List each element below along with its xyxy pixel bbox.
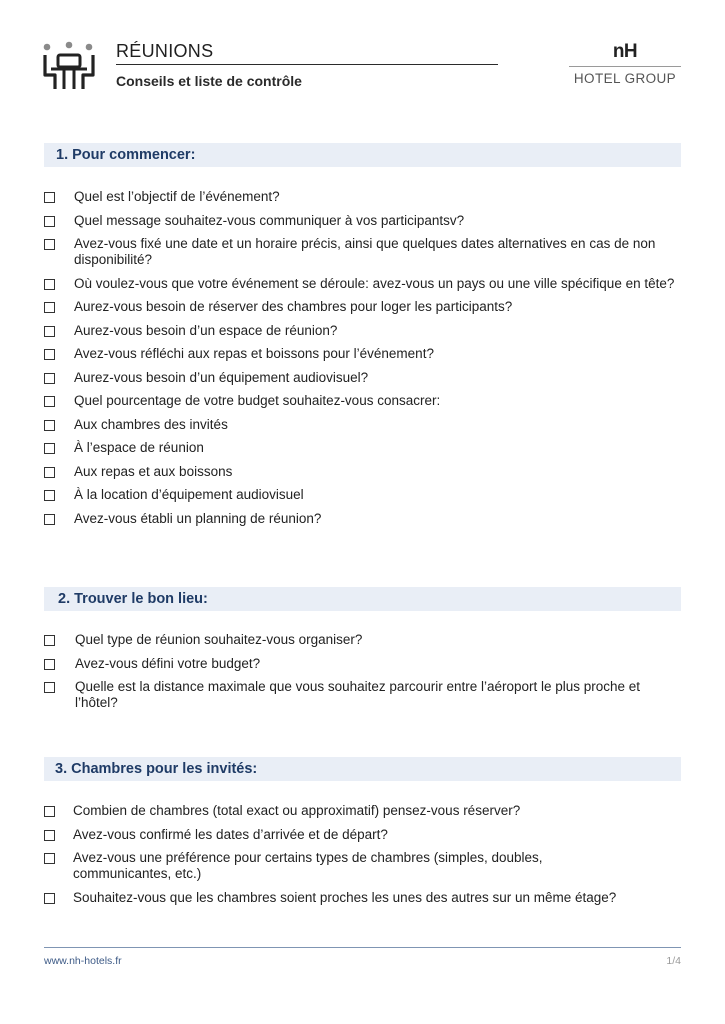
checklist-item-label: Avez-vous confirmé les dates d’arrivée et de départ? bbox=[73, 826, 388, 842]
checklist-item bbox=[44, 299, 684, 315]
checkbox[interactable] bbox=[44, 326, 55, 337]
section-heading-1 bbox=[44, 143, 681, 167]
checklist-item-label: Quelle est la distance maximale que vous souhaitez parcourir entre l’aéroport le plus proche et l’hôtel? bbox=[75, 679, 641, 710]
checklist-section-3 bbox=[44, 803, 684, 913]
checklist-item bbox=[44, 370, 684, 386]
checkbox[interactable] bbox=[44, 853, 55, 864]
meeting-table-icon bbox=[41, 41, 97, 95]
checklist-item bbox=[44, 213, 684, 229]
checkbox[interactable] bbox=[44, 216, 55, 227]
checklist-item-label: Avez-vous fixé une date et un horaire précis, ainsi que quelques dates alternatives en cas de non disponibilité? bbox=[74, 236, 656, 267]
footer-divider bbox=[44, 947, 681, 948]
checklist-item-label: Avez-vous une préférence pour certains types de chambres (simples, doubles, communicantes, etc.) bbox=[73, 850, 543, 881]
checkbox[interactable] bbox=[44, 279, 55, 290]
brand-group-label: HOTEL GROUP bbox=[573, 71, 677, 86]
checkbox[interactable] bbox=[44, 514, 55, 525]
section-heading-label: 2. Trouver le bon lieu: bbox=[58, 591, 208, 607]
checkbox[interactable] bbox=[44, 893, 55, 904]
section-heading-3 bbox=[44, 757, 681, 781]
checklist-item bbox=[44, 632, 684, 648]
checkbox[interactable] bbox=[44, 490, 55, 501]
checklist-item-label: Avez-vous établi un planning de réunion? bbox=[74, 510, 322, 526]
checklist-item bbox=[44, 850, 684, 882]
page-number: 1/4 bbox=[666, 955, 681, 967]
checklist-item bbox=[44, 440, 684, 456]
checklist-item bbox=[44, 189, 684, 205]
nh-logo: nH bbox=[612, 41, 638, 62]
brand-logo bbox=[569, 42, 681, 86]
checkbox[interactable] bbox=[44, 239, 55, 250]
checklist-item-label: Quel type de réunion souhaitez-vous organiser? bbox=[75, 632, 363, 647]
checklist-item bbox=[44, 890, 684, 906]
checklist-item-label: À la location d’équipement audiovisuel bbox=[74, 487, 304, 502]
checklist-item-label: Quel est l’objectif de l’événement? bbox=[74, 189, 280, 204]
checklist-item-label: Quel message souhaitez-vous communiquer à vos participantsv? bbox=[74, 212, 465, 228]
checklist-item bbox=[44, 656, 684, 672]
checklist-item bbox=[44, 346, 684, 362]
checkbox[interactable] bbox=[44, 420, 55, 431]
checklist-item bbox=[44, 393, 684, 409]
checkbox[interactable] bbox=[44, 467, 55, 478]
section-heading-label: 3. Chambres pour les invités: bbox=[55, 761, 258, 777]
checklist-item-label: Aux chambres des invités bbox=[74, 416, 228, 432]
checkbox[interactable] bbox=[44, 349, 55, 360]
checklist-item-label: Avez-vous défini votre budget? bbox=[75, 655, 261, 671]
checklist-section-2 bbox=[44, 632, 684, 719]
checklist-item bbox=[44, 417, 684, 433]
checklist-item bbox=[44, 511, 684, 527]
checklist-item-label: Aurez-vous besoin d’un espace de réunion? bbox=[74, 322, 338, 338]
checkbox[interactable] bbox=[44, 806, 55, 817]
checklist-item-label: Combien de chambres (total exact ou approximatif) pensez-vous réserver? bbox=[73, 803, 521, 818]
checkbox[interactable] bbox=[44, 443, 55, 454]
checkbox[interactable] bbox=[44, 373, 55, 384]
checkbox[interactable] bbox=[44, 682, 55, 693]
checklist-item bbox=[44, 487, 684, 503]
page-title: RÉUNIONS bbox=[116, 41, 214, 61]
checklist-item bbox=[44, 827, 684, 843]
checkbox[interactable] bbox=[44, 635, 55, 646]
section-heading-label: 1. Pour commencer: bbox=[56, 147, 196, 163]
checklist-item-label: À l’espace de réunion bbox=[74, 440, 204, 455]
checklist-item-label: Aurez-vous besoin d’un équipement audiovisuel? bbox=[74, 369, 369, 385]
page-subtitle: Conseils et liste de contrôle bbox=[116, 73, 302, 89]
checklist-section-1 bbox=[44, 189, 684, 534]
checklist-item bbox=[44, 464, 684, 480]
title-divider bbox=[116, 64, 498, 65]
section-heading-2 bbox=[44, 587, 681, 611]
checkbox[interactable] bbox=[44, 192, 55, 203]
checklist-item-label: Aurez-vous besoin de réserver des chambres pour loger les participants? bbox=[74, 299, 513, 314]
checklist-item-label: Aux repas et aux boissons bbox=[74, 463, 233, 479]
checklist-item bbox=[44, 276, 684, 292]
checklist-item bbox=[44, 803, 684, 819]
checklist-item-label: Souhaitez-vous que les chambres soient proches les unes des autres sur un même étage? bbox=[73, 889, 617, 905]
website-link[interactable]: www.nh-hotels.fr bbox=[44, 955, 122, 967]
checkbox[interactable] bbox=[44, 302, 55, 313]
checkbox[interactable] bbox=[44, 396, 55, 407]
checkbox[interactable] bbox=[44, 659, 55, 670]
checkbox[interactable] bbox=[44, 830, 55, 841]
checklist-item bbox=[44, 236, 684, 268]
checklist-item-label: Quel pourcentage de votre budget souhaitez-vous consacrer: bbox=[74, 393, 441, 408]
checklist-item bbox=[44, 323, 684, 339]
checklist-item-label: Où voulez-vous que votre événement se déroule: avez-vous un pays ou une ville spécifique en tête? bbox=[74, 275, 675, 291]
checklist-item bbox=[44, 679, 684, 711]
brand-divider bbox=[569, 66, 681, 67]
checklist-item-label: Avez-vous réfléchi aux repas et boissons pour l’événement? bbox=[74, 346, 434, 361]
